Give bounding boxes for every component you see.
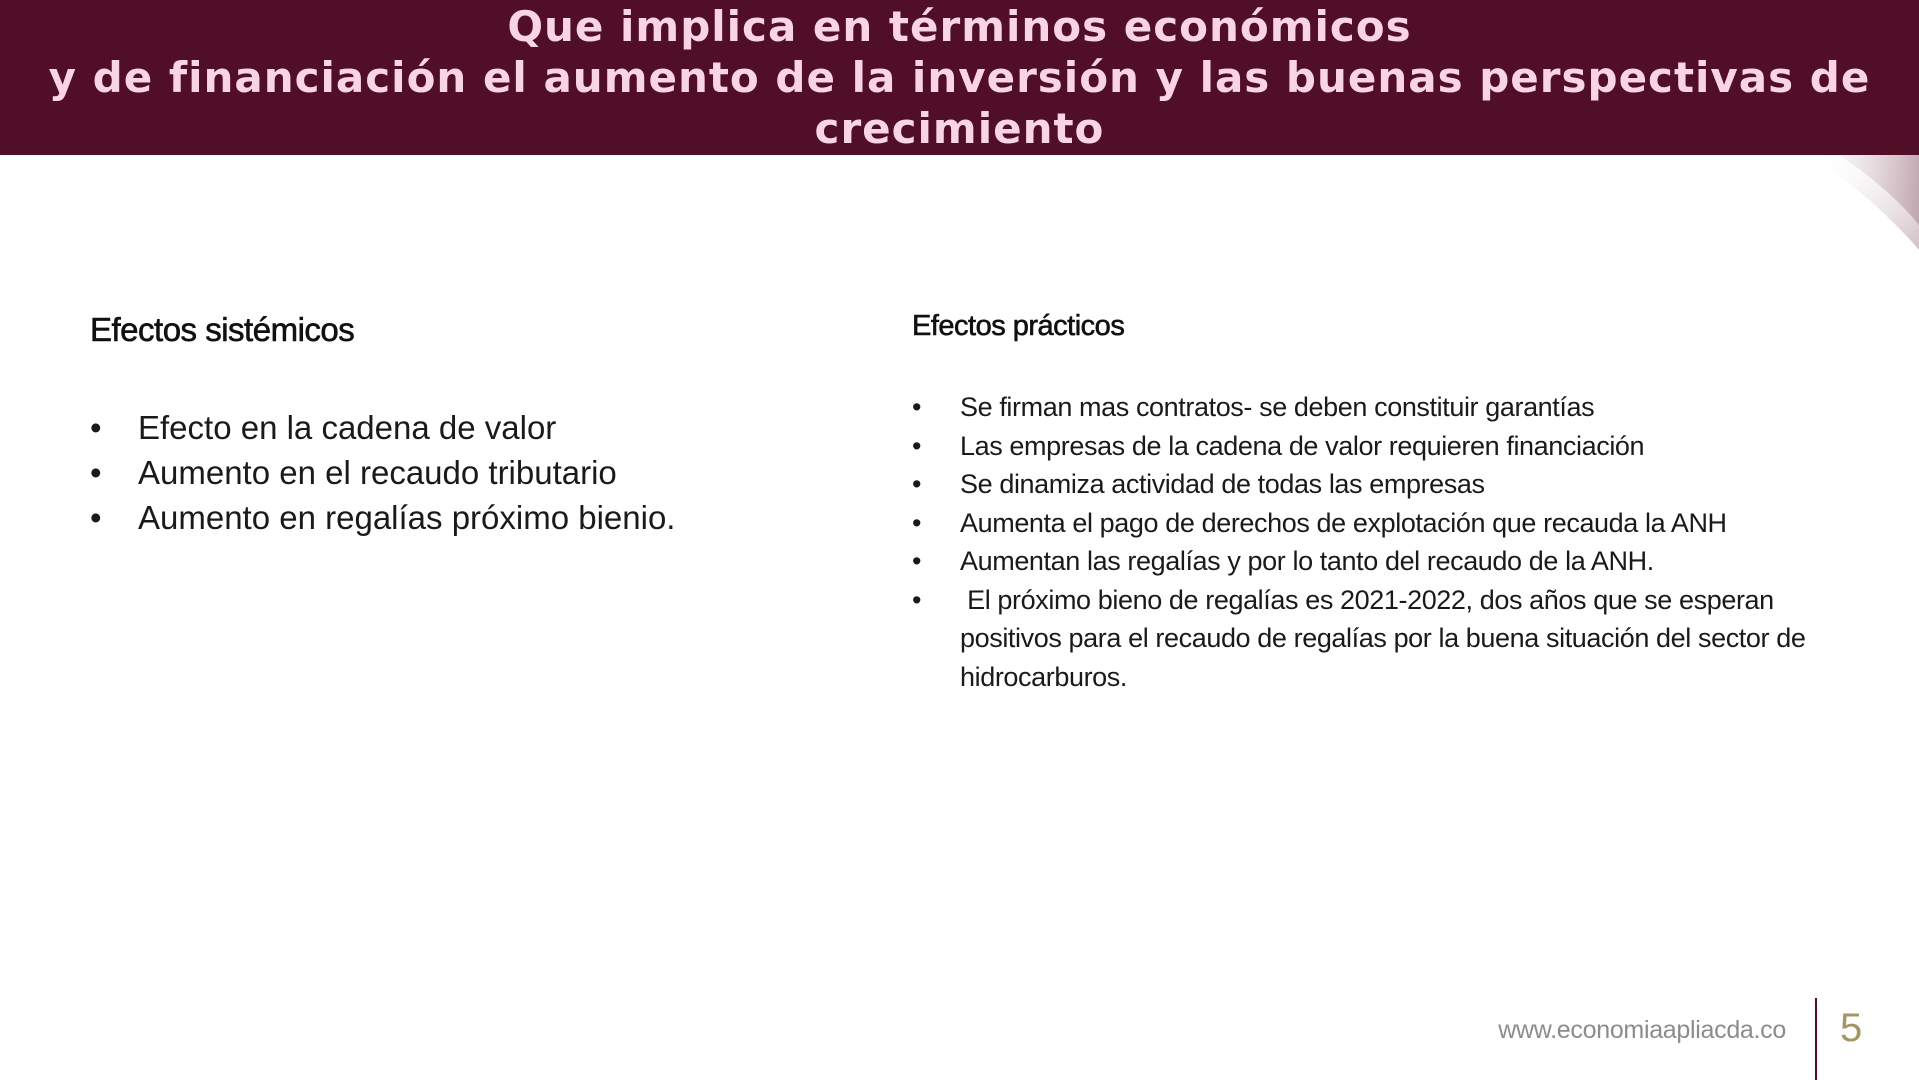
list-item-text: Aumento en el recaudo tributario bbox=[138, 454, 617, 491]
list-item-text: Aumenta el pago de derechos de explotación que recauda la ANH bbox=[960, 507, 1727, 538]
list-item bbox=[912, 581, 1872, 697]
list-item-text: Aumento en regalías próximo bienio. bbox=[138, 499, 676, 536]
list-item-text: Aumentan las regalías y por lo tanto del recaudo de la ANH. bbox=[960, 546, 1654, 576]
list-item bbox=[912, 504, 1872, 543]
slide-title-line: Que implica en términos económicos bbox=[507, 2, 1412, 51]
bullet-icon: • bbox=[912, 430, 922, 461]
practical-effects-list bbox=[912, 388, 1872, 696]
footer-divider bbox=[1815, 998, 1817, 1080]
list-item bbox=[90, 495, 850, 540]
bullet-icon: • bbox=[90, 499, 102, 536]
systemic-effects-heading: Efectos sistémicos bbox=[90, 311, 355, 348]
list-item-text: Las empresas de la cadena de valor requieren financiación bbox=[960, 430, 1645, 461]
list-item-text: Se dinamiza actividad de todas las empresas bbox=[960, 469, 1485, 499]
bullet-icon: • bbox=[912, 392, 922, 422]
list-item bbox=[912, 388, 1872, 427]
corner-decoration bbox=[1809, 155, 1919, 250]
list-item-text: El próximo bieno de regalías es 2021-2022, dos años que se esperan positivos para el recaudo de regalías por la buena situación del sector de hidrocarburos. bbox=[960, 584, 1813, 692]
page-number: 5 bbox=[1840, 1006, 1863, 1050]
practical-effects-heading: Efectos prácticos bbox=[912, 310, 1125, 342]
bullet-icon: • bbox=[90, 409, 102, 446]
practical-effects-column bbox=[912, 300, 1872, 696]
list-item bbox=[90, 450, 850, 495]
list-item bbox=[912, 542, 1872, 581]
systemic-effects-column bbox=[90, 300, 850, 540]
footer-website-link[interactable]: www.economiaapliacda.co bbox=[1498, 1016, 1786, 1044]
bullet-icon: • bbox=[912, 469, 922, 499]
list-item-text: Efecto en la cadena de valor bbox=[138, 409, 557, 446]
slide-title-line: y de financiación el aumento de la inversión y las buenas perspectivas de bbox=[48, 53, 1871, 102]
slide-title-line: crecimiento bbox=[814, 104, 1105, 153]
slide-title bbox=[49, 1, 1871, 154]
bullet-icon: • bbox=[912, 507, 922, 538]
list-item-text: Se firman mas contratos- se deben constituir garantías bbox=[960, 392, 1595, 422]
list-item bbox=[912, 465, 1872, 504]
bullet-icon: • bbox=[912, 546, 922, 576]
title-banner bbox=[0, 0, 1919, 155]
bullet-icon: • bbox=[90, 454, 102, 491]
list-item bbox=[912, 427, 1872, 466]
list-item bbox=[90, 405, 850, 450]
bullet-icon: • bbox=[912, 584, 922, 615]
systemic-effects-list bbox=[90, 405, 850, 540]
